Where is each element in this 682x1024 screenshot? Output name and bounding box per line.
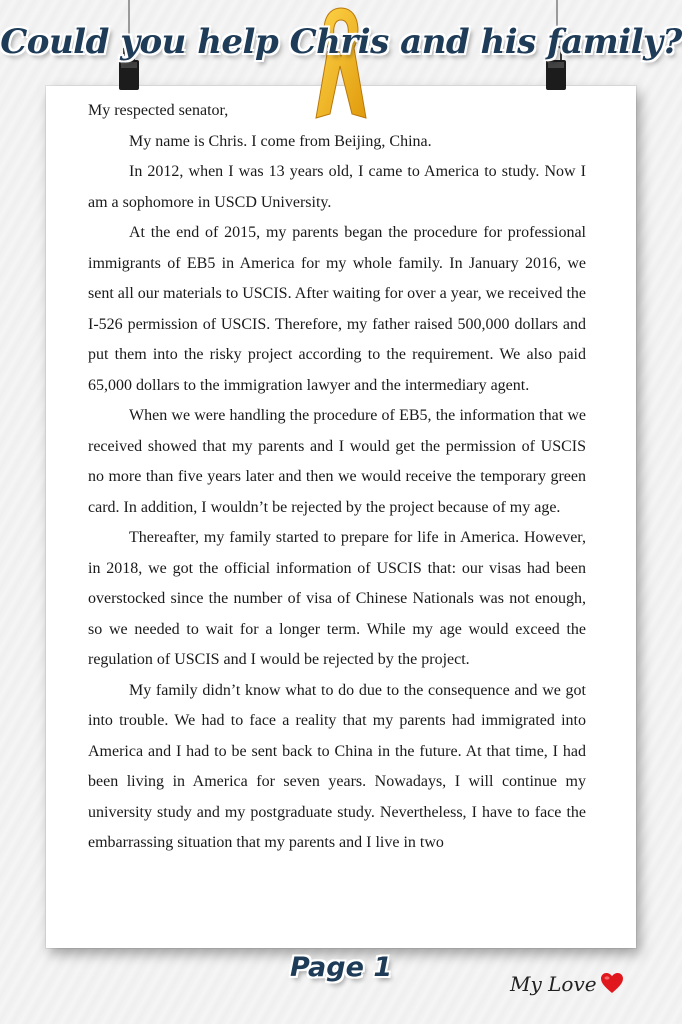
letter-paragraph: When we were handling the procedure of EB5, the information that we received showed that my parents and I would get the permission of USCIS no more than five years later and then we would receive the temporary green card. In addition, I wouldn’t be rejected by the project because of my age.	[88, 407, 586, 516]
letter-paragraph: In 2012, when I was 13 years old, I came to America to study. Now I am a sophomore in USCD University.	[88, 163, 586, 211]
heart-icon	[600, 972, 624, 994]
letter-body	[88, 96, 586, 859]
letter-paragraph: My name is Chris. I come from Beijing, China.	[129, 132, 432, 150]
letter-salutation: My respected senator,	[88, 102, 229, 119]
letter-paragraph: At the end of 2015, my parents began the procedure for professional immigrants of EB5 in America for my whole family. In January 2016, we sent all our materials to USCIS. After waiting for over a year, we received the I-526 permission of USCIS. Therefore, my father raised 500,000 dollars and put them into the risky project according to the requirement. We also paid 65,000 dollars to the immigration lawyer and the intermediary agent.	[88, 224, 586, 394]
page-title: Could you help Chris and his family?	[0, 22, 682, 62]
page-number-label: Page 1	[290, 952, 393, 983]
letter-paragraph: Thereafter, my family started to prepare for life in America. However, in 2018, we got the official information of USCIS that: our visas had been overstocked since the number of visa of Chinese Nationals was not enough, so we needed to wait for a longer term. While my age would exceed the regulation of USCIS and I would be rejected by the project.	[88, 529, 586, 668]
signature	[510, 972, 624, 996]
signature-text: My Love	[510, 972, 597, 996]
letter-paragraph: My family didn’t know what to do due to the consequence and we got into trouble. We had to face a reality that my parents had immigrated into America and I had to be sent back to China in the future. At that time, I had been living in America for seven years. Nowadays, I will continue my university study and my postgraduate study. Nevertheless, I have to face the embarrassing situation that my parents and I live in two	[88, 681, 586, 851]
